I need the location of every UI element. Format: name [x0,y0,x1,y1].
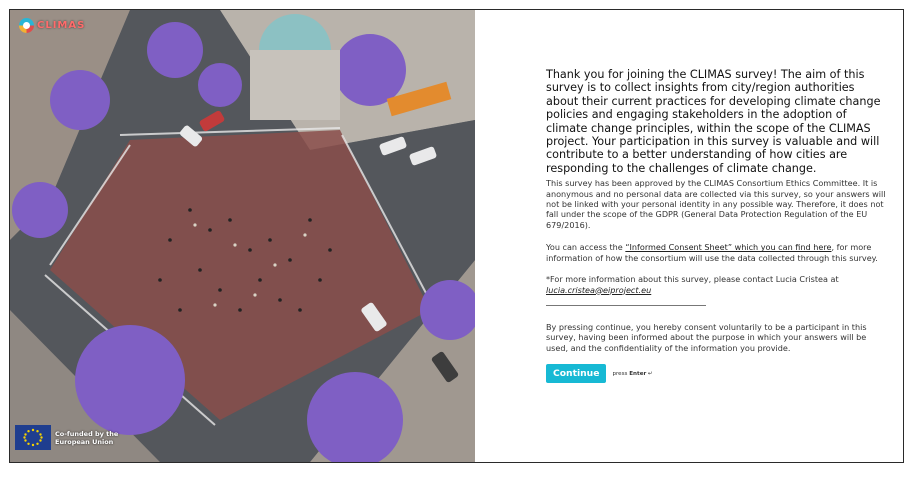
informed-consent-sheet-link[interactable]: “Informed Consent Sheet” which you can find here [625,242,832,253]
consent-sheet-suffix: , for more information of how the consortium will use the data collected through this survey. [546,242,878,263]
enter-key-icon: ↵ [648,370,653,377]
ethics-statement: This survey has been approved by the CLIMAS Consortium Ethics Committee. It is anonymous and no personal data are collected via this survey, so your answers will not be linked with your personal identity in any possible way. Therefore, it does not fall under the scope of the GDPR (General Data Protection Regulation of the EU 679/2016). [546,178,886,230]
hero-photo-illustration [10,10,475,462]
eu-flag-icon [15,425,51,450]
consent-statement: By pressing continue, you hereby consent voluntarily to be a participant in this survey, having been informed about the purpose in which your answers will be used, and the confidentiality of the information you provide. [546,321,867,353]
consent-sheet-prefix: You can access the [546,242,626,253]
press-label: press [612,370,628,377]
continue-button[interactable]: Continue [546,364,606,383]
survey-intro: Thank you for joining the CLIMAS survey! The aim of this survey is to collect insights from city/region authorities about their current practices for developing climate change policies and engaging stakeholders in the adoption of climate change principles, within the scope of the CLIMAS project. Your participation in this survey is valuable and will contribute to a better understanding of how cities are responding to the challenges of climate change. [546,68,881,175]
consent-sheet-paragraph [546,242,888,263]
climas-logo-text: CLIMAS [37,20,86,31]
contact-text: *For more information about this survey, please contact Lucia Cristea at [546,274,839,285]
survey-welcome [546,68,888,383]
eu-badge-line1: Co-funded by the [55,429,119,438]
climas-logo [19,18,85,33]
hero-photo [10,10,475,462]
actions [546,364,888,383]
climas-logo-icon [19,18,34,33]
divider [546,305,706,306]
enter-key-label: Enter [629,370,647,377]
eu-badge-text [55,430,118,446]
press-enter-hint [612,371,652,377]
contact-paragraph [546,274,888,295]
eu-cofunded-badge [15,425,118,450]
contact-email-link[interactable]: lucia.cristea@eiproject.eu [546,284,652,295]
eu-badge-line2: European Union [55,437,114,446]
